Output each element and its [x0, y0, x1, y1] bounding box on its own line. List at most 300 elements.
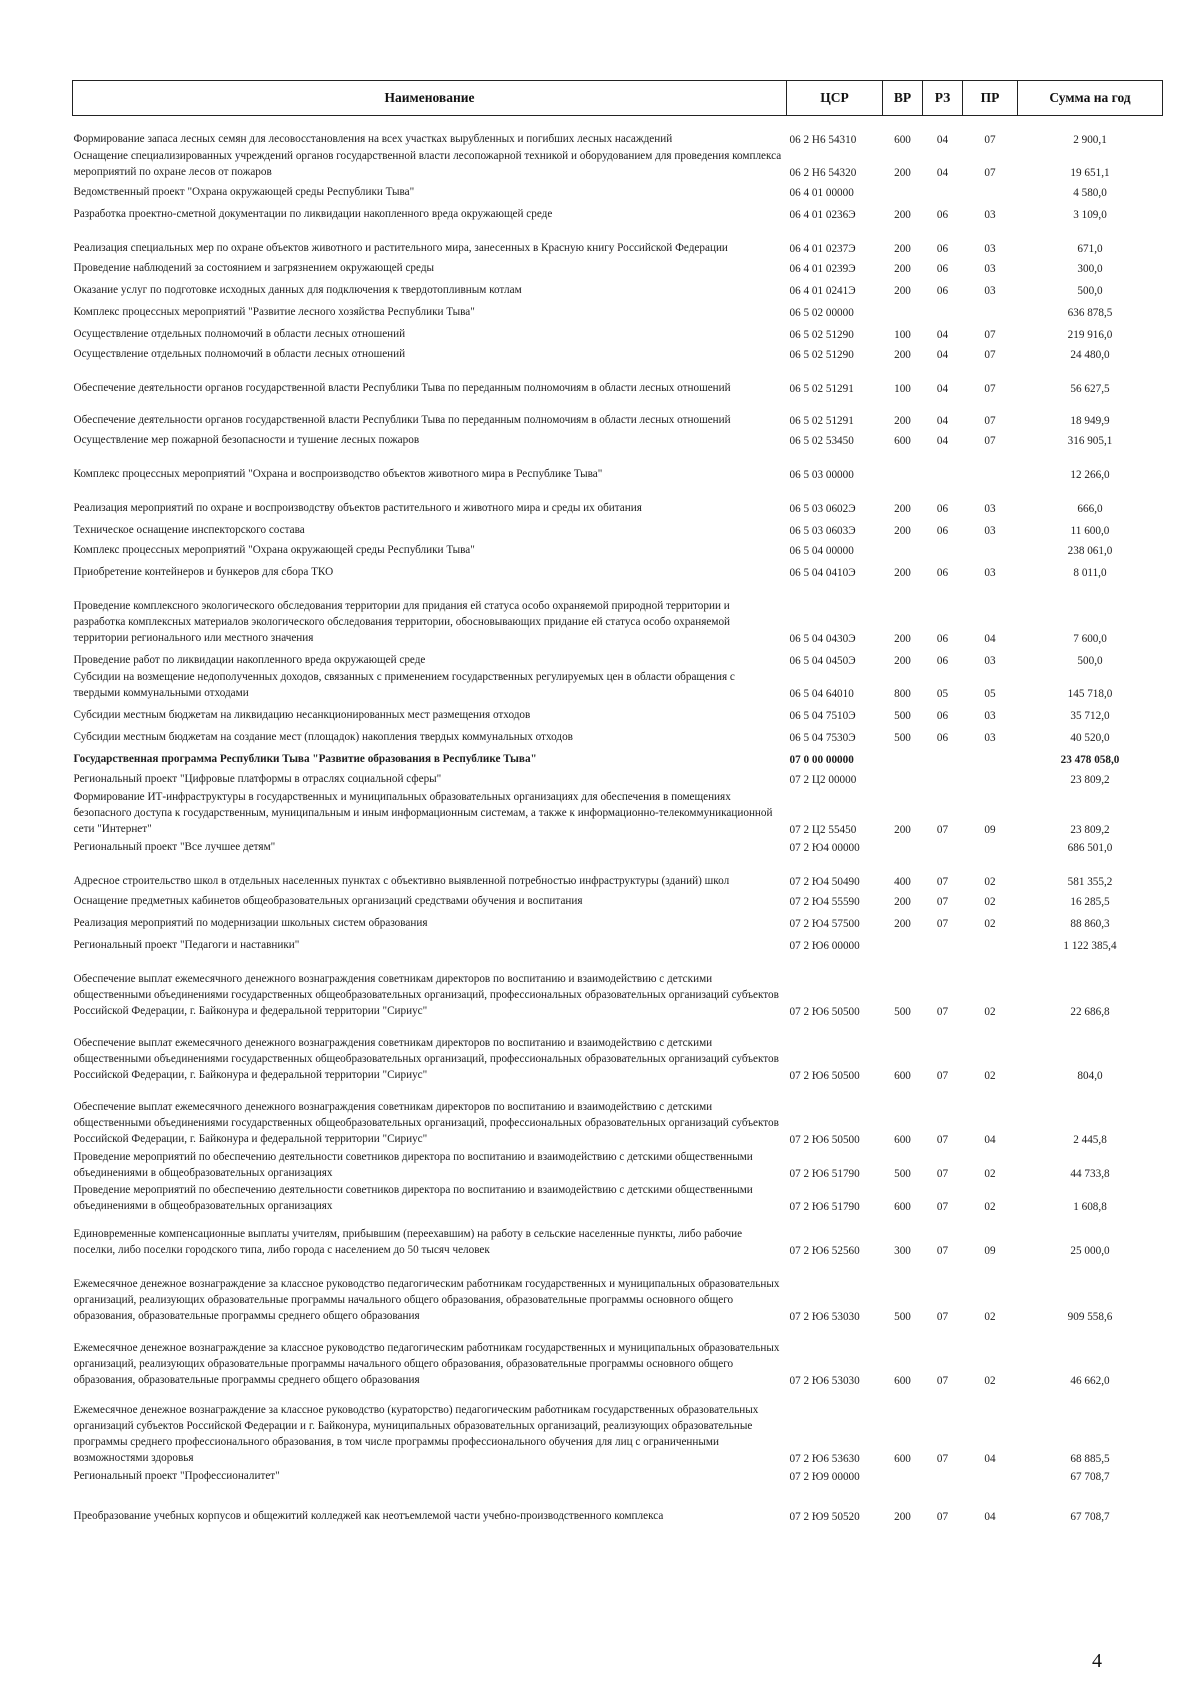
cell-csr: 06 5 04 0430Э: [789, 632, 856, 645]
cell-vr: 200: [894, 348, 911, 361]
cell-pr: [963, 181, 1018, 201]
table-row: [73, 1485, 1163, 1525]
cell-rz: 06: [936, 654, 949, 667]
header-rz: РЗ: [923, 81, 963, 116]
cell-csr: 06 4 01 0241Э: [789, 284, 856, 297]
cell-rz: 07: [936, 823, 949, 836]
cell-rz: [923, 1467, 963, 1485]
cell-vr: [883, 449, 923, 483]
cell-csr: 07 2 Ю9 00000: [789, 1470, 860, 1483]
cell-pr: 07: [984, 328, 996, 341]
cell-csr: 07 2 Ю6 53030: [789, 1374, 860, 1387]
cell-csr: 06 5 04 00000: [789, 544, 854, 557]
table-row: [73, 449, 1163, 483]
cell-vr: 200: [894, 823, 911, 836]
cell-rz: [923, 299, 963, 321]
cell-name: Реализация специальных мер по охране объектов животного и растительного мира, занесенных в Красную книгу Российской Федерации: [73, 241, 728, 254]
cell-csr: 06 4 01 0237Э: [789, 242, 856, 255]
cell-sum: 88 860,3: [1070, 917, 1110, 930]
cell-name: Реализация мероприятий по модернизации школьных систем образования: [73, 916, 428, 929]
table-row: [73, 838, 1163, 856]
cell-rz: [923, 838, 963, 856]
cell-sum: 4 580,0: [1073, 186, 1107, 199]
cell-sum: 581 355,2: [1067, 875, 1113, 888]
cell-csr: 06 5 02 51291: [789, 382, 854, 395]
cell-pr: 03: [984, 524, 996, 537]
cell-csr: 06 5 04 0450Э: [789, 654, 856, 667]
table-row: [73, 1215, 1163, 1259]
cell-sum: 23 809,2: [1070, 823, 1110, 836]
cell-name: Государственная программа Республики Тыва "Развитие образования в Республике Тыва": [73, 752, 537, 765]
cell-vr: 500: [894, 1310, 911, 1323]
cell-sum: 19 651,1: [1070, 166, 1110, 179]
cell-csr: 06 5 03 00000: [789, 468, 854, 481]
cell-name: Преобразование учебных корпусов и общежитий колледжей как неотъемлемой части учебно-производственного комплекса: [73, 1509, 664, 1522]
cell-name: Региональный проект "Педагоги и наставники": [73, 938, 300, 951]
cell-name: Единовременные компенсационные выплаты учителям, прибывшим (переехавшим) на работу в сельские населенные пункты, либо рабочие поселки, либо поселки городского типа, либо города с населением до 50 тысяч человек: [73, 1227, 743, 1256]
cell-rz: 07: [936, 875, 949, 888]
cell-name: Проведение мероприятий по обеспечению деятельности советников директора по воспитанию и взаимодействию с детскими общественными объединениями в общеобразовательных организациях: [73, 1183, 753, 1212]
cell-name: Комплекс процессных мероприятий "Охрана и воспроизводство объектов животного мира в Республике Тыва": [73, 467, 603, 480]
cell-rz: 07: [936, 1452, 949, 1465]
cell-vr: [883, 768, 923, 788]
cell-csr: 06 2 Н6 54320: [789, 166, 857, 179]
cell-vr: 200: [894, 502, 911, 515]
cell-vr: 600: [894, 133, 911, 146]
cell-rz: 07: [936, 1244, 949, 1257]
cell-sum: 316 905,1: [1067, 434, 1113, 447]
cell-sum: 23 478 058,0: [1060, 753, 1120, 766]
cell-pr: 02: [984, 875, 996, 888]
cell-name: Приобретение контейнеров и бункеров для сбора ТКО: [73, 565, 334, 578]
cell-name: Оснащение специализированных учреждений органов государственной власти лесопожарной техникой и оборудованием для проведения комплекса мероприятий по охране лесов от пожаров: [73, 149, 782, 178]
table-row: [73, 559, 1163, 581]
cell-pr: 02: [984, 895, 996, 908]
cell-vr: 200: [894, 262, 911, 275]
cell-sum: 804,0: [1077, 1069, 1103, 1082]
cell-pr: 03: [984, 654, 996, 667]
cell-sum: 909 558,6: [1067, 1310, 1113, 1323]
cell-sum: 16 285,5: [1070, 895, 1110, 908]
cell-pr: 04: [984, 632, 996, 645]
cell-name: Формирование ИТ-инфраструктуры в государственных и муниципальных образовательных организациях для обеспечения в помещениях безопасного доступа к государственным, муниципальным и иным информационным системам, а также к информационно-телекоммуникационной сети "Интернет": [73, 790, 773, 835]
header-vr: ВР: [883, 81, 923, 116]
table-row: [73, 746, 1163, 768]
cell-pr: 04: [984, 1452, 996, 1465]
cell-csr: 07 2 Ю6 50500: [789, 1005, 860, 1018]
cell-vr: 200: [894, 917, 911, 930]
cell-name: Осуществление отдельных полномочий в области лесных отношений: [73, 327, 406, 340]
cell-name: Обеспечение выплат ежемесячного денежного вознаграждения советникам директоров по воспитанию и взаимодействию с детскими общественными объединениями государственных общеобразовательных организаций, профессиональных образовательных организаций субъектов Российской Федерации, г. Байконура и федеральной территории "Сириус": [73, 1036, 779, 1081]
cell-name: Оказание услуг по подготовке исходных данных для подключения к твердотопливным котлам: [73, 283, 522, 296]
cell-sum: 18 949,9: [1070, 414, 1110, 427]
cell-csr: 07 2 Ю6 53630: [789, 1452, 860, 1465]
cell-vr: [883, 181, 923, 201]
cell-name: Обеспечение выплат ежемесячного денежного вознаграждения советникам директоров по воспитанию и взаимодействию с детскими общественными объединениями государственных общеобразовательных организаций, профессиональных образовательных организаций субъектов Российской Федерации, г. Байконура и федеральной территории "Сириус": [73, 1100, 779, 1145]
cell-csr: 06 5 04 7510Э: [789, 709, 856, 722]
cell-rz: 06: [936, 284, 949, 297]
cell-csr: 07 2 Ю6 00000: [789, 939, 860, 952]
cell-rz: 07: [936, 1310, 949, 1323]
table-row: [73, 1467, 1163, 1485]
cell-rz: [923, 539, 963, 559]
cell-vr: 500: [894, 709, 911, 722]
cell-rz: 04: [936, 133, 949, 146]
cell-vr: 200: [894, 654, 911, 667]
cell-vr: [883, 299, 923, 321]
cell-csr: 06 4 01 0239Э: [789, 262, 856, 275]
cell-vr: [883, 746, 923, 768]
cell-name: Региональный проект "Цифровые платформы в отраслях социальной сферы": [73, 772, 442, 785]
table-row: [73, 1259, 1163, 1325]
cell-pr: 03: [984, 731, 996, 744]
cell-vr: 600: [894, 1374, 911, 1387]
table-row: [73, 363, 1163, 397]
cell-sum: 25 000,0: [1070, 1244, 1110, 1257]
cell-sum: 7 600,0: [1073, 632, 1107, 645]
cell-pr: 02: [984, 1200, 996, 1213]
cell-sum: 145 718,0: [1067, 687, 1113, 700]
cell-vr: 300: [894, 1244, 911, 1257]
cell-rz: 06: [936, 566, 949, 579]
cell-vr: 200: [894, 632, 911, 645]
cell-sum: 12 266,0: [1070, 468, 1110, 481]
cell-rz: 07: [936, 1133, 949, 1146]
cell-csr: 06 4 01 0236Э: [789, 208, 856, 221]
cell-rz: 07: [936, 917, 949, 930]
table-row: [73, 257, 1163, 277]
cell-rz: 07: [936, 1510, 949, 1523]
cell-vr: [883, 838, 923, 856]
cell-name: Ведомственный проект "Охрана окружающей среды Республики Тыва": [73, 185, 415, 198]
cell-rz: [923, 181, 963, 201]
cell-vr: [883, 539, 923, 559]
cell-csr: 07 0 00 00000: [789, 753, 854, 766]
cell-sum: 67 708,7: [1070, 1510, 1110, 1523]
table-row: [73, 343, 1163, 363]
cell-vr: 500: [894, 1167, 911, 1180]
cell-pr: [963, 539, 1018, 559]
cell-pr: [963, 838, 1018, 856]
cell-rz: 06: [936, 208, 949, 221]
cell-rz: 04: [936, 348, 949, 361]
cell-pr: 07: [984, 348, 996, 361]
cell-name: Проведение мероприятий по обеспечению деятельности советников директора по воспитанию и взаимодействию с детскими общественными объединениями в общеобразовательных организациях: [73, 1150, 753, 1179]
table-row: [73, 647, 1163, 669]
table-row: [73, 768, 1163, 788]
cell-rz: 04: [936, 382, 949, 395]
cell-pr: 07: [984, 133, 996, 146]
cell-vr: 500: [894, 731, 911, 744]
cell-name: Реализация мероприятий по охране и воспроизводству объектов растительного и животного мира и среды их обитания: [73, 501, 642, 514]
table-row: [73, 890, 1163, 910]
cell-csr: 06 5 02 53450: [789, 434, 854, 447]
cell-csr: 07 2 Ю4 00000: [789, 841, 860, 854]
cell-sum: 46 662,0: [1070, 1374, 1110, 1387]
cell-csr: 06 5 04 0410Э: [789, 566, 856, 579]
cell-pr: [963, 932, 1018, 954]
cell-rz: 07: [936, 895, 949, 908]
cell-sum: 68 885,5: [1070, 1452, 1110, 1465]
header-name: Наименование: [73, 81, 787, 116]
cell-sum: 238 061,0: [1067, 544, 1113, 557]
cell-vr: 200: [894, 895, 911, 908]
cell-sum: 3 109,0: [1073, 208, 1107, 221]
cell-rz: 06: [936, 524, 949, 537]
table-row: [73, 581, 1163, 647]
table-row: [73, 1084, 1163, 1148]
cell-vr: [883, 932, 923, 954]
cell-sum: 219 916,0: [1067, 328, 1113, 341]
cell-csr: 07 2 Ю6 53030: [789, 1310, 860, 1323]
table-row: [73, 669, 1163, 702]
cell-rz: 07: [936, 1374, 949, 1387]
page-number: 4: [1092, 1650, 1102, 1672]
table-row: [73, 539, 1163, 559]
cell-csr: 07 2 Ю6 51790: [789, 1167, 860, 1180]
cell-vr: 200: [894, 166, 911, 179]
cell-pr: 07: [984, 414, 996, 427]
cell-pr: 03: [984, 208, 996, 221]
cell-csr: 06 4 01 00000: [789, 186, 854, 199]
cell-vr: 600: [894, 1452, 911, 1465]
cell-rz: 06: [936, 632, 949, 645]
table-row: [73, 397, 1163, 429]
cell-csr: 07 2 Ю6 52560: [789, 1244, 860, 1257]
cell-name: Комплекс процессных мероприятий "Развитие лесного хозяйства Республики Тыва": [73, 305, 475, 318]
cell-csr: 06 5 04 64010: [789, 687, 854, 700]
cell-pr: 02: [984, 1374, 996, 1387]
cell-rz: 04: [936, 414, 949, 427]
cell-csr: 07 2 Ю4 57500: [789, 917, 860, 930]
cell-rz: 06: [936, 709, 949, 722]
cell-pr: 09: [984, 823, 996, 836]
cell-vr: 200: [894, 242, 911, 255]
cell-pr: 02: [984, 1069, 996, 1082]
cell-sum: 8 011,0: [1073, 566, 1107, 579]
cell-name: Разработка проектно-сметной документации по ликвидации накопленного вреда окружающей среде: [73, 207, 553, 220]
cell-name: Техническое оснащение инспекторского состава: [73, 523, 305, 536]
cell-sum: 2 445,8: [1073, 1133, 1107, 1146]
cell-vr: 600: [894, 1069, 911, 1082]
table-row: [73, 223, 1163, 257]
cell-sum: 636 878,5: [1067, 306, 1113, 319]
cell-rz: 04: [936, 328, 949, 341]
cell-name: Обеспечение деятельности органов государственной власти Республики Тыва по переданным полномочиям в области лесных отношений: [73, 381, 731, 394]
cell-name: Осуществление отдельных полномочий в области лесных отношений: [73, 347, 406, 360]
budget-table-sheet: [72, 80, 1162, 1525]
cell-csr: 06 5 02 51291: [789, 414, 854, 427]
cell-rz: 06: [936, 731, 949, 744]
cell-csr: 07 2 Ю4 50490: [789, 875, 860, 888]
cell-rz: 05: [936, 687, 949, 700]
table-row: [73, 517, 1163, 539]
cell-sum: 300,0: [1077, 262, 1103, 275]
cell-csr: 07 2 Ю6 50500: [789, 1133, 860, 1146]
cell-vr: 200: [894, 284, 911, 297]
table-row: [73, 910, 1163, 932]
cell-name: Проведение наблюдений за состоянием и загрязнением окружающей среды: [73, 261, 435, 274]
cell-sum: 22 686,8: [1070, 1005, 1110, 1018]
cell-vr: 500: [894, 1005, 911, 1018]
cell-vr: 100: [894, 382, 911, 395]
cell-sum: 500,0: [1077, 654, 1103, 667]
cell-vr: 200: [894, 414, 911, 427]
table-row: [73, 1020, 1163, 1084]
cell-pr: [963, 449, 1018, 483]
table-body: [73, 116, 1163, 1525]
cell-sum: 35 712,0: [1070, 709, 1110, 722]
cell-sum: 11 600,0: [1070, 524, 1110, 537]
table-row: [73, 116, 1163, 148]
cell-pr: 03: [984, 262, 996, 275]
cell-name: Субсидии местным бюджетам на создание мест (площадок) накопления твердых коммунальных отходов: [73, 730, 573, 743]
cell-rz: [923, 932, 963, 954]
cell-pr: [963, 299, 1018, 321]
cell-sum: 23 809,2: [1070, 773, 1110, 786]
cell-rz: 07: [936, 1069, 949, 1082]
cell-vr: 800: [894, 687, 911, 700]
cell-name: Обеспечение выплат ежемесячного денежного вознаграждения советникам директоров по воспитанию и взаимодействию с детскими общественными объединениями государственных общеобразовательных организаций, профессиональных образовательных организаций субъектов Российской Федерации, г. Байконура и федеральной территории "Сириус": [73, 972, 779, 1017]
cell-pr: 02: [984, 1310, 996, 1323]
cell-name: Осуществление мер пожарной безопасности и тушение лесных пожаров: [73, 433, 420, 446]
cell-name: Субсидии на возмещение недополученных доходов, связанных с применением государственных регулируемых цен в области обращения с твердыми коммунальными отходами: [73, 670, 735, 699]
cell-vr: 200: [894, 1510, 911, 1523]
cell-vr: 600: [894, 1200, 911, 1213]
cell-vr: 600: [894, 1133, 911, 1146]
cell-csr: 06 5 02 51290: [789, 328, 854, 341]
cell-sum: 40 520,0: [1070, 731, 1110, 744]
cell-pr: 07: [984, 434, 996, 447]
cell-sum: 666,0: [1077, 502, 1103, 515]
table-row: [73, 702, 1163, 724]
cell-csr: 07 2 Ю9 50520: [789, 1510, 860, 1523]
table-row: [73, 148, 1163, 181]
table-row: [73, 1182, 1163, 1215]
cell-csr: 06 5 02 51290: [789, 348, 854, 361]
cell-csr: 07 2 Ц2 00000: [789, 773, 857, 786]
cell-rz: [923, 449, 963, 483]
cell-pr: [963, 746, 1018, 768]
table-row: [73, 1148, 1163, 1182]
cell-vr: 200: [894, 208, 911, 221]
cell-name: Адресное строительство школ в отдельных населенных пунктах с объективно выявленной потребностью инфраструктуры (зданий) школ: [73, 874, 730, 887]
cell-vr: 400: [894, 875, 911, 888]
table-row: [73, 954, 1163, 1020]
cell-sum: 24 480,0: [1070, 348, 1110, 361]
table-row: [73, 856, 1163, 890]
cell-vr: [883, 1467, 923, 1485]
cell-pr: 02: [984, 1167, 996, 1180]
cell-pr: 04: [984, 1510, 996, 1523]
cell-pr: 09: [984, 1244, 996, 1257]
budget-table: [72, 80, 1163, 1525]
cell-sum: 67 708,7: [1070, 1470, 1110, 1483]
cell-rz: 07: [936, 1005, 949, 1018]
cell-pr: 07: [984, 382, 996, 395]
cell-sum: 56 627,5: [1070, 382, 1110, 395]
cell-rz: 04: [936, 166, 949, 179]
table-row: [73, 321, 1163, 343]
cell-rz: [923, 746, 963, 768]
table-row: [73, 429, 1163, 449]
cell-name: Региональный проект "Все лучшее детям": [73, 840, 276, 853]
cell-csr: 07 2 Ю4 55590: [789, 895, 860, 908]
header-sum: Сумма на год: [1018, 81, 1163, 116]
cell-rz: 07: [936, 1167, 949, 1180]
cell-name: Оснащение предметных кабинетов общеобразовательных организаций средствами обучения и воспитания: [73, 894, 583, 907]
cell-name: Комплекс процессных мероприятий "Охрана окружающей среды Республики Тыва": [73, 543, 475, 556]
cell-pr: 03: [984, 709, 996, 722]
cell-name: Ежемесячное денежное вознаграждение за классное руководство (кураторство) педагогическим работникам государственных образовательных организаций субъектов Российской Федерации и г. Байконура, муниципальных образовательных организаций, реализующих образовательные программы среднего профессионального образования, в том числе программы профессионального обучения для лиц с ограниченными возможностями здоровья: [73, 1403, 759, 1464]
cell-name: Формирование запаса лесных семян для лесовосстановления на всех участках вырубленных и погибших лесных насаждений: [73, 132, 673, 145]
header-csr: ЦСР: [787, 81, 883, 116]
cell-sum: 500,0: [1077, 284, 1103, 297]
cell-sum: 671,0: [1077, 242, 1103, 255]
cell-rz: 06: [936, 262, 949, 275]
cell-pr: 02: [984, 1005, 996, 1018]
cell-pr: 02: [984, 917, 996, 930]
cell-vr: 200: [894, 566, 911, 579]
cell-pr: 03: [984, 566, 996, 579]
cell-csr: 07 2 Ю6 51790: [789, 1200, 860, 1213]
cell-rz: 07: [936, 1200, 949, 1213]
cell-vr: 200: [894, 524, 911, 537]
cell-name: Проведение комплексного экологического обследования территории для придания ей статуса особо охраняемой природной территории и разработка комплексных материалов экологического обследования территории, обосновывающих придание ей статуса особо охраняемой территории регионального или местного значения: [73, 599, 731, 644]
header-pr: ПР: [963, 81, 1018, 116]
cell-csr: 06 5 02 00000: [789, 306, 854, 319]
cell-pr: 05: [984, 687, 996, 700]
cell-name: Региональный проект "Профессионалитет": [73, 1469, 280, 1482]
cell-pr: 03: [984, 242, 996, 255]
cell-vr: 600: [894, 434, 911, 447]
cell-sum: 44 733,8: [1070, 1167, 1110, 1180]
cell-name: Обеспечение деятельности органов государственной власти Республики Тыва по переданным полномочиям в области лесных отношений: [73, 413, 731, 426]
cell-csr: 06 5 03 0603Э: [789, 524, 856, 537]
cell-rz: 06: [936, 502, 949, 515]
cell-sum: 2 900,1: [1073, 133, 1107, 146]
cell-name: Ежемесячное денежное вознаграждение за классное руководство педагогическим работникам государственных и муниципальных образовательных организаций, реализующих образовательные программы начального общего образования, образовательные программы основного общего образования, образовательные программы среднего общего образования: [73, 1277, 780, 1322]
cell-pr: 07: [984, 166, 996, 179]
cell-rz: 06: [936, 242, 949, 255]
cell-pr: 03: [984, 502, 996, 515]
table-row: [73, 932, 1163, 954]
table-row: [73, 1325, 1163, 1389]
table-row: [73, 483, 1163, 517]
cell-sum: 1 608,8: [1073, 1200, 1107, 1213]
cell-csr: 06 5 03 0602Э: [789, 502, 856, 515]
cell-name: Субсидии местным бюджетам на ликвидацию несанкционированных мест размещения отходов: [73, 708, 531, 721]
cell-pr: [963, 1467, 1018, 1485]
table-row: [73, 724, 1163, 746]
cell-rz: 04: [936, 434, 949, 447]
table-row: [73, 788, 1163, 838]
cell-vr: 100: [894, 328, 911, 341]
cell-rz: [923, 768, 963, 788]
cell-pr: 03: [984, 284, 996, 297]
cell-sum: 1 122 385,4: [1063, 939, 1117, 952]
cell-pr: 04: [984, 1133, 996, 1146]
table-row: [73, 277, 1163, 299]
cell-pr: [963, 768, 1018, 788]
cell-name: Ежемесячное денежное вознаграждение за классное руководство педагогическим работникам государственных и муниципальных образовательных организаций, реализующих образовательные программы начального общего образования, образовательные программы основного общего образования, образовательные программы среднего общего образования: [73, 1341, 780, 1386]
table-header-row: [73, 81, 1163, 116]
cell-sum: 686 501,0: [1067, 841, 1113, 854]
cell-name: Проведение работ по ликвидации накопленного вреда окружающей среде: [73, 653, 426, 666]
cell-csr: 06 5 04 7530Э: [789, 731, 856, 744]
cell-csr: 07 2 Ю6 50500: [789, 1069, 860, 1082]
table-row: [73, 1389, 1163, 1467]
